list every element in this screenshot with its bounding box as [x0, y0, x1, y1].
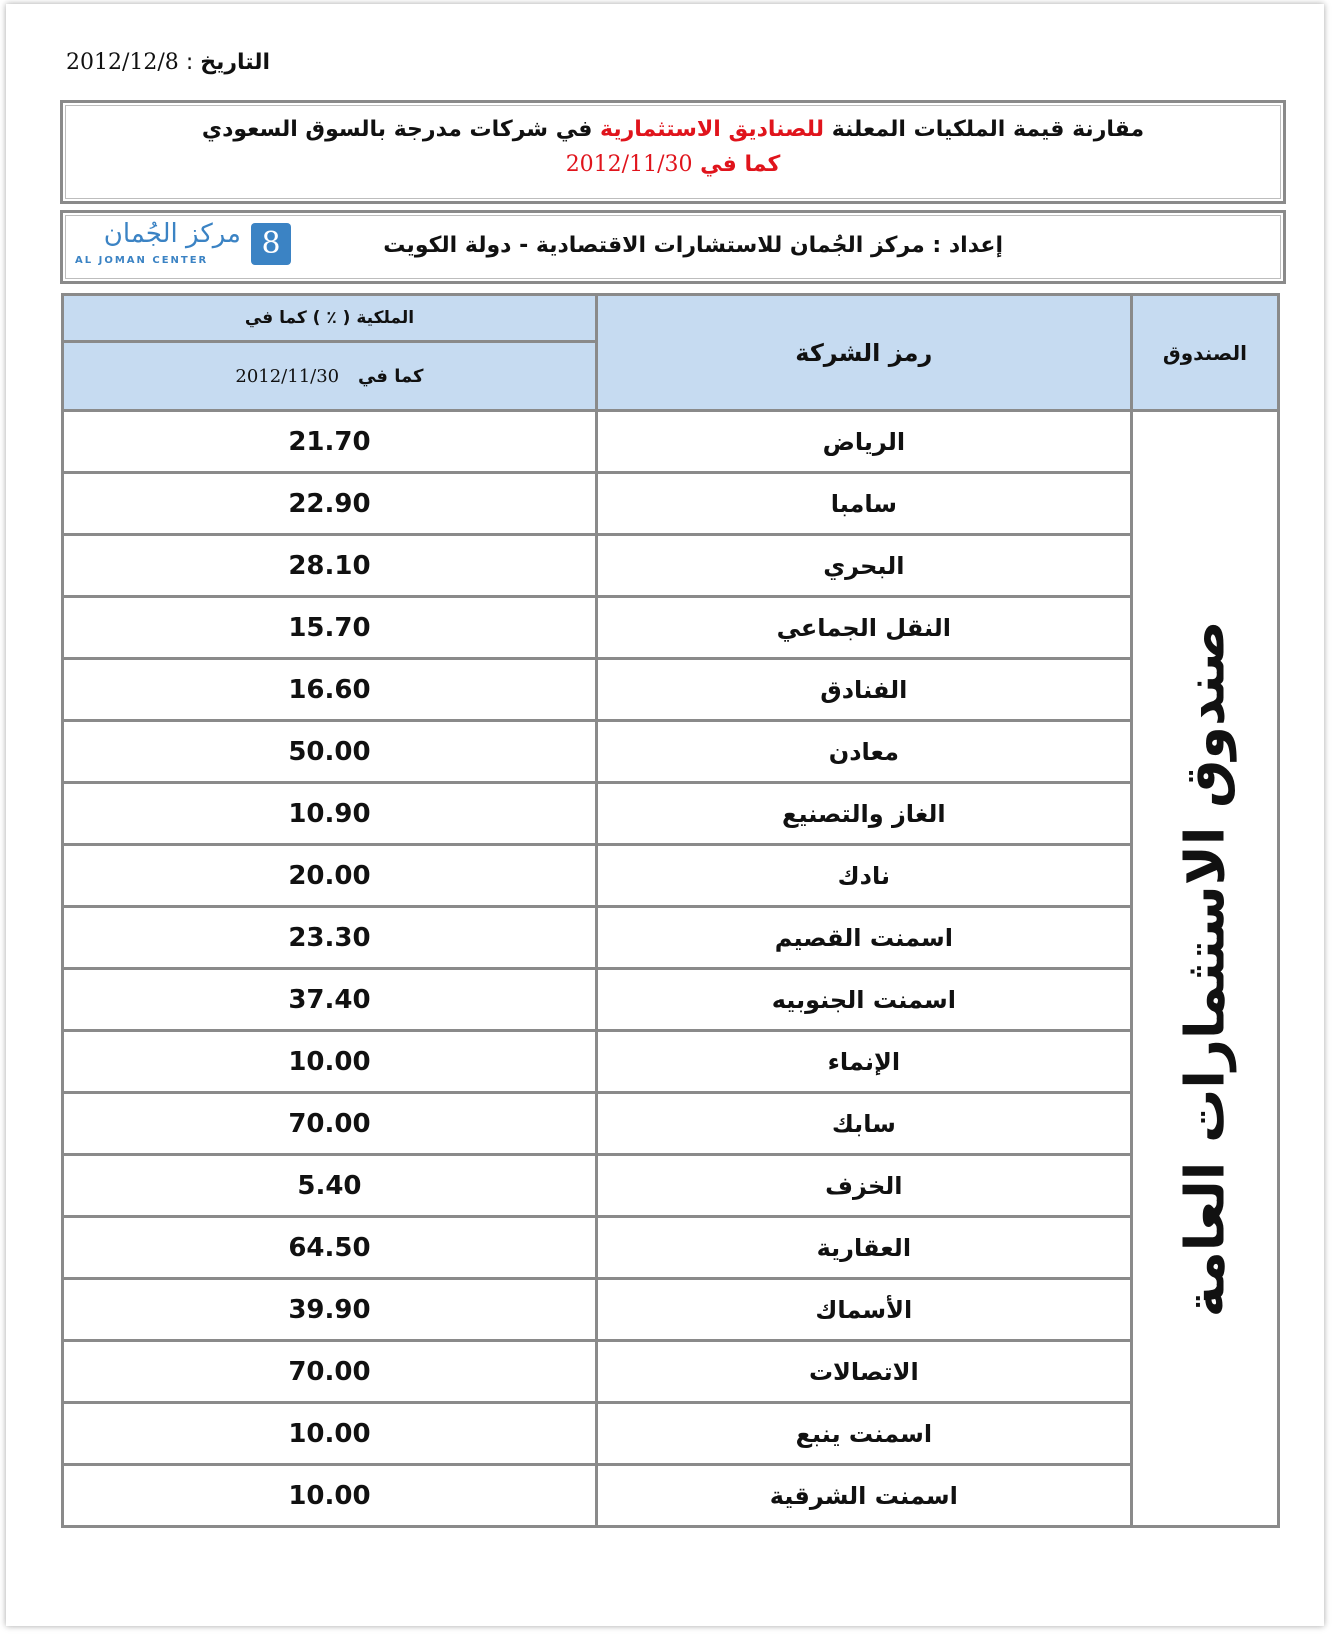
ownership-value: 20.00 — [63, 845, 597, 907]
ownership-value: 21.70 — [63, 411, 597, 473]
company-symbol: الفنادق — [596, 659, 1131, 721]
title-as-of-prefix: كما في — [700, 152, 781, 177]
logo-english-text: AL JOMAN CENTER — [75, 255, 209, 266]
fund-cell — [1131, 411, 1278, 1527]
company-symbol: الرياض — [596, 411, 1131, 473]
company-symbol: نادك — [596, 845, 1131, 907]
company-symbol: اسمنت القصيم — [596, 907, 1131, 969]
table-row — [63, 1155, 1279, 1217]
table-row — [63, 721, 1279, 783]
title-part-red: للصناديق الاستثمارية — [600, 117, 825, 142]
table-row — [63, 1341, 1279, 1403]
company-symbol: الغاز والتصنيع — [596, 783, 1131, 845]
table-row — [63, 969, 1279, 1031]
ownership-value: 10.00 — [63, 1403, 597, 1465]
table-row — [63, 1279, 1279, 1341]
title-box — [60, 100, 1286, 204]
date-label: التاريخ — [200, 50, 271, 75]
date-separator: : — [185, 50, 194, 75]
document-page — [6, 4, 1324, 1626]
company-symbol: معادن — [596, 721, 1131, 783]
logo-arabic-text: مركز الجُمان — [103, 219, 241, 249]
prepared-by-box — [60, 210, 1286, 284]
company-symbol: اسمنت الشرقية — [596, 1465, 1131, 1527]
ownership-value: 10.00 — [63, 1465, 597, 1527]
ownership-value: 23.30 — [63, 907, 597, 969]
al-joman-logo — [69, 219, 291, 271]
header-as-of-date: 2012/11/30 — [235, 365, 340, 387]
table-row — [63, 535, 1279, 597]
table-row — [63, 845, 1279, 907]
table-row — [63, 1465, 1279, 1527]
company-symbol: الاتصالات — [596, 1341, 1131, 1403]
ownership-value: 16.60 — [63, 659, 597, 721]
ownership-value: 37.40 — [63, 969, 597, 1031]
ownership-value: 28.10 — [63, 535, 597, 597]
title-as-of — [63, 152, 1283, 177]
ownership-value: 22.90 — [63, 473, 597, 535]
page-title — [63, 117, 1283, 142]
ownership-value: 64.50 — [63, 1217, 597, 1279]
table-row — [63, 659, 1279, 721]
company-symbol: سابك — [596, 1093, 1131, 1155]
header-symbol: رمز الشركة — [596, 295, 1131, 411]
company-symbol: العقارية — [596, 1217, 1131, 1279]
table-row — [63, 411, 1279, 473]
ownership-value: 5.40 — [63, 1155, 597, 1217]
title-as-of-date: 2012/11/30 — [565, 152, 693, 177]
company-symbol: النقل الجماعي — [596, 597, 1131, 659]
logo-mark-icon: 8 — [251, 223, 291, 265]
table-row — [63, 597, 1279, 659]
header-ownership: الملكية ( ٪ ) كما في — [63, 295, 597, 342]
fund-name: صندوق الاستثمارات العامة — [1173, 620, 1237, 1317]
prepared-by-text: إعداد : مركز الجُمان للاستشارات الاقتصادية - دولة الكويت — [383, 233, 1003, 258]
company-symbol: اسمنت الجنوبيه — [596, 969, 1131, 1031]
header-fund: الصندوق — [1131, 295, 1278, 411]
ownership-value: 70.00 — [63, 1093, 597, 1155]
table-row — [63, 783, 1279, 845]
table-row — [63, 907, 1279, 969]
ownership-value: 39.90 — [63, 1279, 597, 1341]
ownership-value: 15.70 — [63, 597, 597, 659]
ownership-table — [61, 293, 1280, 1528]
ownership-value: 10.90 — [63, 783, 597, 845]
company-symbol: الأسماك — [596, 1279, 1131, 1341]
table-row — [63, 1093, 1279, 1155]
report-date — [66, 50, 270, 75]
date-value: 2012/12/8 — [66, 50, 179, 75]
title-part-2: في شركات مدرجة بالسوق السعودي — [201, 117, 601, 142]
table-row — [63, 1031, 1279, 1093]
ownership-value: 50.00 — [63, 721, 597, 783]
company-symbol: سامبا — [596, 473, 1131, 535]
company-symbol: الخزف — [596, 1155, 1131, 1217]
header-as-of — [63, 342, 597, 411]
ownership-value: 70.00 — [63, 1341, 597, 1403]
table-row — [63, 473, 1279, 535]
company-symbol: اسمنت ينبع — [596, 1403, 1131, 1465]
title-part-1: مقارنة قيمة الملكيات المعلنة — [824, 117, 1145, 142]
ownership-value: 10.00 — [63, 1031, 597, 1093]
table-row — [63, 1403, 1279, 1465]
table-row — [63, 1217, 1279, 1279]
company-symbol: الإنماء — [596, 1031, 1131, 1093]
company-symbol: البحري — [596, 535, 1131, 597]
header-as-of-prefix: كما في — [357, 365, 424, 387]
